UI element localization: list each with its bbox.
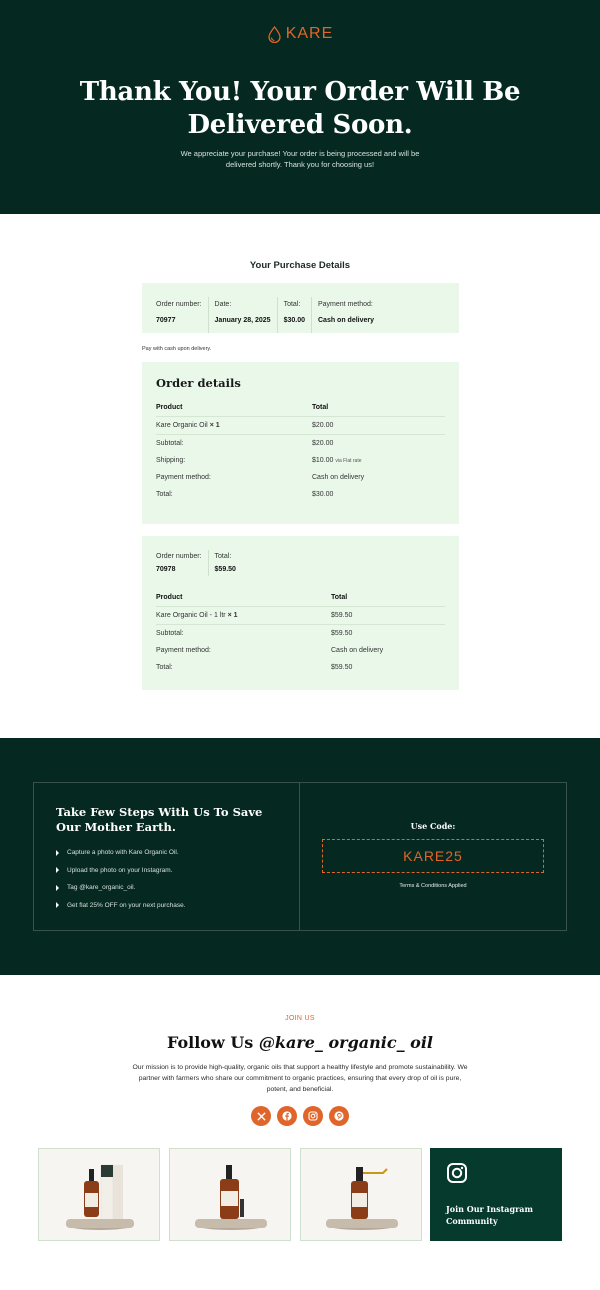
- bullet-icon: [56, 885, 59, 891]
- bullet-icon: [56, 850, 59, 856]
- summary-total: [215, 550, 242, 576]
- item-name[interactable]: [156, 607, 331, 625]
- mission-text: Our mission is to provide high-quality, organic oils that support a healthy lifestyle and promote sustainability. We partner with farmers who share our commitment to organic practices, ensuring that every drop of oil is pure, potent, and beneficial.: [132, 1064, 468, 1093]
- col-total: Total: [331, 594, 445, 607]
- item-label: Kare Organic Oil - 1 ltr: [156, 612, 226, 619]
- payment-label: Payment method:: [156, 647, 211, 654]
- payment-value: Cash on delivery: [312, 474, 365, 481]
- bullet-icon: [56, 867, 59, 873]
- summary-label: Date:: [214, 301, 232, 308]
- bullet-icon: [56, 902, 59, 908]
- instagram-cta: Join Our Instagram Community: [446, 1204, 533, 1226]
- col-product: Product: [156, 404, 312, 417]
- summary-date: [215, 297, 278, 333]
- shipping-note: via Flat rate: [335, 458, 362, 464]
- instagram-handle[interactable]: @kare_ organic_ oil: [258, 1033, 433, 1052]
- total-value: $59.50: [331, 664, 353, 671]
- subtotal-value: $20.00: [312, 440, 334, 447]
- shipping-value: [312, 452, 445, 469]
- item-qty: × 1: [209, 422, 220, 429]
- item-name[interactable]: [156, 417, 312, 435]
- shipping-amount: $10.00: [312, 457, 334, 464]
- product-photo-3[interactable]: [300, 1148, 422, 1241]
- product-photo-2[interactable]: [169, 1148, 291, 1241]
- terms-link[interactable]: Terms & Conditions Applied: [399, 883, 467, 889]
- subtotal-value: $59.50: [331, 630, 353, 637]
- promo-title: Take Few Steps With Us To Save Our Mother Earth.: [56, 805, 263, 834]
- promo-code-panel: [300, 783, 566, 930]
- shipping-label: Shipping:: [156, 457, 186, 464]
- social-icons: [0, 1106, 600, 1126]
- purchase-heading: Your Purchase Details: [249, 260, 351, 271]
- summary-label: Order number:: [156, 553, 202, 560]
- summary-label: Total:: [283, 301, 301, 308]
- payment-label: Payment method:: [156, 474, 211, 481]
- second-order-summary: [156, 550, 445, 576]
- oil-drop-icon: [267, 26, 282, 43]
- second-order-table: [156, 594, 445, 676]
- list-item: [56, 897, 277, 915]
- page-title: Thank You! Your Order Will Be Delivered Soon.: [79, 77, 521, 140]
- table-row: [156, 659, 445, 676]
- hero-subtitle: We appreciate your purchase! Your order is being processed and will be delivered shortly. Thank you for choosing us!: [180, 149, 420, 169]
- col-product: Product: [156, 594, 331, 607]
- promo-section: [0, 738, 600, 975]
- item-total: $20.00: [312, 417, 445, 435]
- table-row: [156, 607, 445, 625]
- join-us-kicker: JOIN US: [285, 1015, 315, 1022]
- table-row: [156, 452, 445, 469]
- step-text: Upload the photo on your Instagram.: [67, 866, 173, 874]
- total-value: $30.00: [312, 491, 334, 498]
- order-details-title: Order details: [156, 376, 241, 390]
- order-details-table: [156, 404, 445, 503]
- brand-name: KARE: [285, 25, 334, 42]
- summary-label: Total:: [214, 553, 232, 560]
- summary-value: Cash on delivery: [318, 317, 375, 324]
- follow-heading: [0, 1033, 600, 1052]
- summary-payment-method: [318, 297, 380, 333]
- subtotal-label: Subtotal:: [156, 630, 184, 637]
- step-text: Capture a photo with Kare Organic Oil.: [67, 849, 179, 857]
- total-label: Total:: [156, 491, 173, 498]
- payment-note: Pay with cash upon delivery.: [142, 346, 212, 352]
- summary-value: 70978: [156, 566, 176, 573]
- order-summary-bar: [142, 283, 459, 333]
- item-total: $59.50: [331, 607, 445, 625]
- coupon-code[interactable]: KARE25: [322, 839, 544, 873]
- x-icon[interactable]: [251, 1106, 271, 1126]
- summary-value: $59.50: [214, 566, 236, 573]
- purchase-section: [0, 214, 600, 738]
- item-qty: × 1: [227, 612, 238, 619]
- summary-label: Payment method:: [318, 301, 373, 308]
- pinterest-icon[interactable]: [329, 1106, 349, 1126]
- list-item: [56, 862, 277, 880]
- total-label: Total:: [156, 664, 173, 671]
- table-row: [156, 469, 445, 486]
- table-row: [156, 435, 445, 453]
- promo-card: [33, 782, 567, 931]
- step-text: Tag @kare_organic_oil.: [67, 884, 136, 892]
- instagram-icon: [446, 1162, 468, 1184]
- hero-section: [0, 0, 600, 214]
- use-code-label: Use Code:: [410, 821, 456, 831]
- summary-order-number: [156, 297, 209, 333]
- table-row: [156, 642, 445, 659]
- instagram-icon[interactable]: [303, 1106, 323, 1126]
- table-row: [156, 417, 445, 435]
- social-section: [0, 975, 600, 1290]
- second-order-card: [142, 536, 459, 690]
- order-details-card: [142, 362, 459, 524]
- summary-order-number: [156, 550, 209, 576]
- step-text: Get flat 25% OFF on your next purchase.: [67, 901, 186, 909]
- summary-value: January 28, 2025: [214, 317, 271, 324]
- subtotal-label: Subtotal:: [156, 440, 184, 447]
- list-item: [56, 844, 277, 862]
- follow-prefix: Follow Us: [166, 1033, 254, 1052]
- col-total: Total: [312, 404, 445, 417]
- payment-value: Cash on delivery: [331, 647, 384, 654]
- brand-logo[interactable]: [0, 25, 600, 43]
- summary-value: 70977: [156, 317, 176, 324]
- summary-value: $30.00: [283, 317, 305, 324]
- steps-list: [56, 844, 277, 914]
- item-label: Kare Organic Oil: [156, 422, 208, 429]
- product-photo-1[interactable]: [38, 1148, 160, 1241]
- summary-label: Order number:: [156, 301, 202, 308]
- promo-steps: [34, 783, 300, 930]
- table-row: [156, 486, 445, 503]
- instagram-community-card[interactable]: [430, 1148, 562, 1241]
- facebook-icon[interactable]: [277, 1106, 297, 1126]
- summary-total: [284, 297, 312, 333]
- list-item: [56, 879, 277, 897]
- table-row: [156, 625, 445, 643]
